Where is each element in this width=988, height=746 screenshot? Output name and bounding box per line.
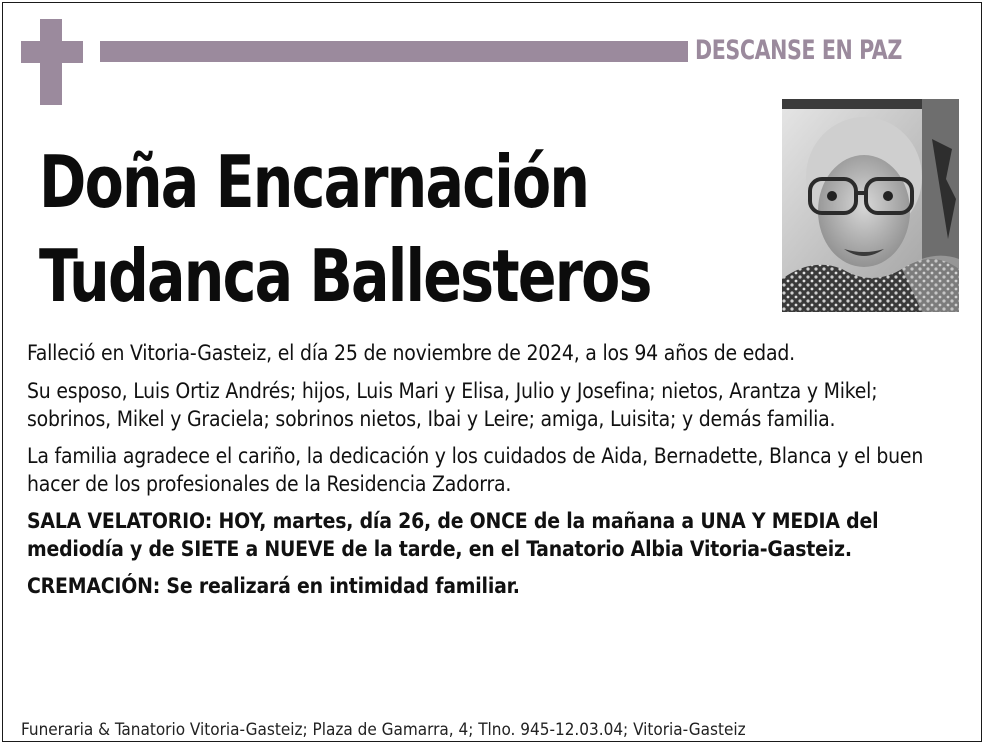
name-line-2: Tudanca Ballesteros: [39, 234, 651, 318]
thanks-note: La familia agradece el cariño, la dedicación y los cuidados de Aida, Bernadette, Blanca y el buen hacer de los profesionales de la Residencia Zadorra.: [27, 444, 924, 496]
portrait-photo: [782, 99, 959, 312]
family-list: Su esposo, Luis Ortiz Andrés; hijos, Luis Mari y Elisa, Julio y Josefina; nietos, Arantza y Mikel; sobrinos, Mikel y Graciela; sobrinos nietos, Ibai y Leire; amiga, Luisita; y demás familia.: [27, 379, 878, 431]
deceased-name: [39, 135, 651, 323]
obituary-card: [2, 2, 982, 742]
tagline: DESCANSE EN PAZ: [695, 35, 902, 66]
cremation-info: CREMACIÓN: Se realizará en intimidad familiar.: [27, 574, 520, 598]
wake-info: SALA VELATORIO: HOY, martes, día 26, de ONCE de la mañana a UNA Y MEDIA del mediodía y de SIETE a NUEVE de la tarde, en el Tanatorio Albia Vitoria-Gasteiz.: [27, 509, 879, 561]
cross-icon-arm: [21, 41, 83, 63]
obituary-body: [27, 339, 962, 609]
header-bar: [100, 41, 688, 62]
funeral-home-footer: Funeraria & Tanatorio Vitoria-Gasteiz; Plaza de Gamarra, 4; Tlno. 945-12.03.04; Vitoria-Gasteiz: [21, 720, 746, 740]
portrait-image: [782, 99, 959, 312]
name-line-1: Doña Encarnación: [39, 140, 589, 224]
death-notice: Falleció en Vitoria-Gasteiz, el día 25 de noviembre de 2024, a los 94 años de edad.: [27, 341, 795, 365]
